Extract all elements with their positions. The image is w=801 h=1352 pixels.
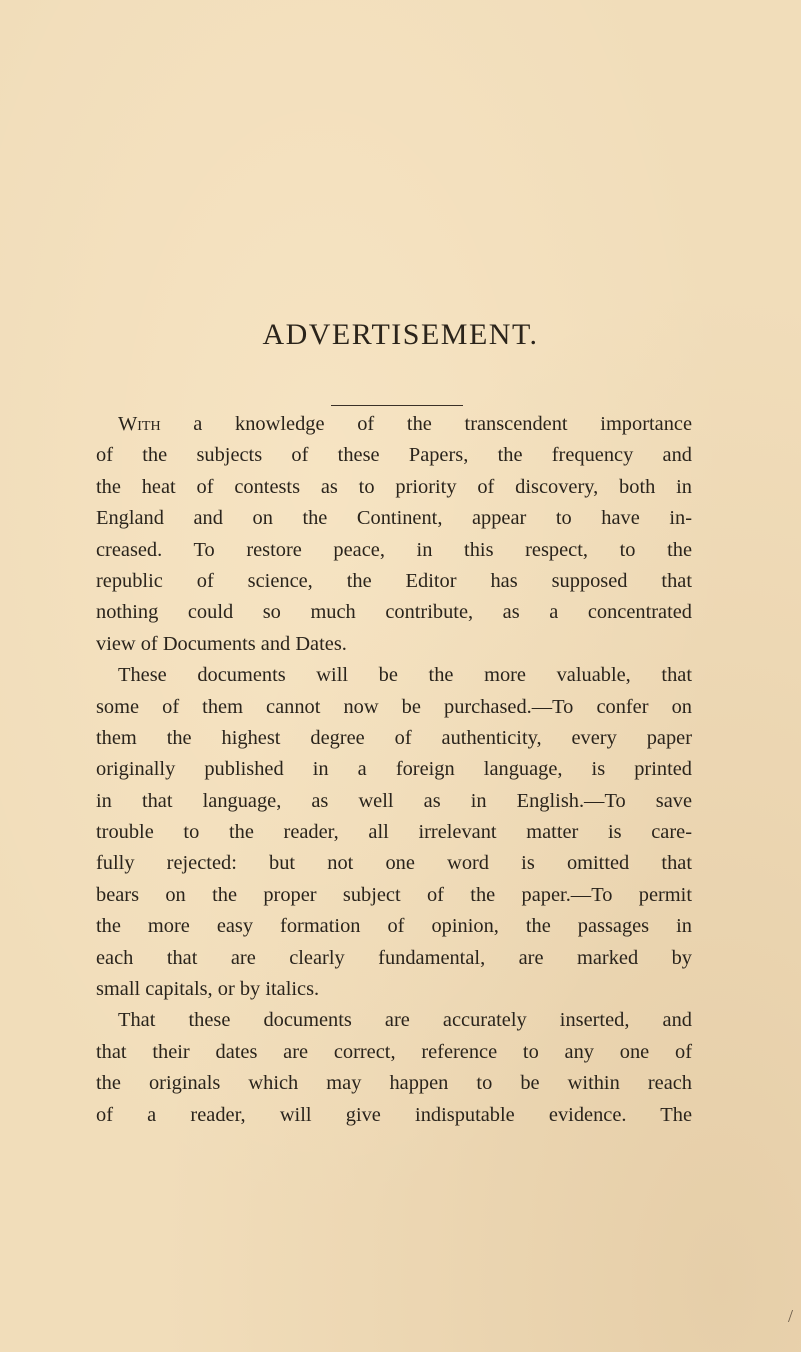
text-line: the heat of contests as to priority of discovery, both in: [96, 475, 692, 498]
text-line: nothing could so much contribute, as a concentrated: [96, 601, 692, 624]
text-line: England and on the Continent, appear to have in-: [96, 507, 692, 530]
page-title: ADVERTISEMENT.: [262, 318, 539, 351]
drop-word: With: [118, 413, 161, 435]
text-line: trouble to the reader, all irrelevant matter is care-: [96, 821, 692, 844]
text-line: republic of science, the Editor has supposed that: [96, 569, 692, 592]
body-text: [96, 409, 692, 1131]
text-line: bears on the proper subject of the paper.—To permit: [96, 883, 692, 906]
text-line: in that language, as well as in English.—To save: [96, 789, 692, 812]
text-line: view of Documents and Dates.: [96, 632, 347, 655]
text-line: some of them cannot now be purchased.—To confer on: [96, 695, 692, 718]
text-line: That these documents are accurately inserted, and: [118, 1009, 692, 1032]
text-line: that their dates are correct, reference to any one of: [96, 1040, 692, 1063]
text-line: the more easy formation of opinion, the passages in: [96, 915, 692, 938]
title-divider: [331, 405, 463, 406]
text-line: These documents will be the more valuable, that: [118, 664, 692, 687]
text-line: creased. To restore peace, in this respect, to the: [96, 538, 692, 561]
text-line: each that are clearly fundamental, are marked by: [96, 946, 692, 969]
margin-mark: /: [788, 1306, 794, 1326]
text-line: them the highest degree of authenticity, every paper: [96, 726, 692, 749]
text-line: the originals which may happen to be within reach: [96, 1072, 692, 1095]
text-line: fully rejected: but not one word is omitted that: [96, 852, 692, 875]
text-line: small capitals, or by italics.: [96, 978, 320, 1001]
text-line: originally published in a foreign language, is printed: [96, 758, 692, 781]
text-line: of a reader, will give indisputable evidence. The: [96, 1103, 692, 1126]
text-line: With a knowledge of the transcendent importance: [118, 413, 692, 435]
text-line: of the subjects of these Papers, the frequency and: [96, 444, 692, 467]
